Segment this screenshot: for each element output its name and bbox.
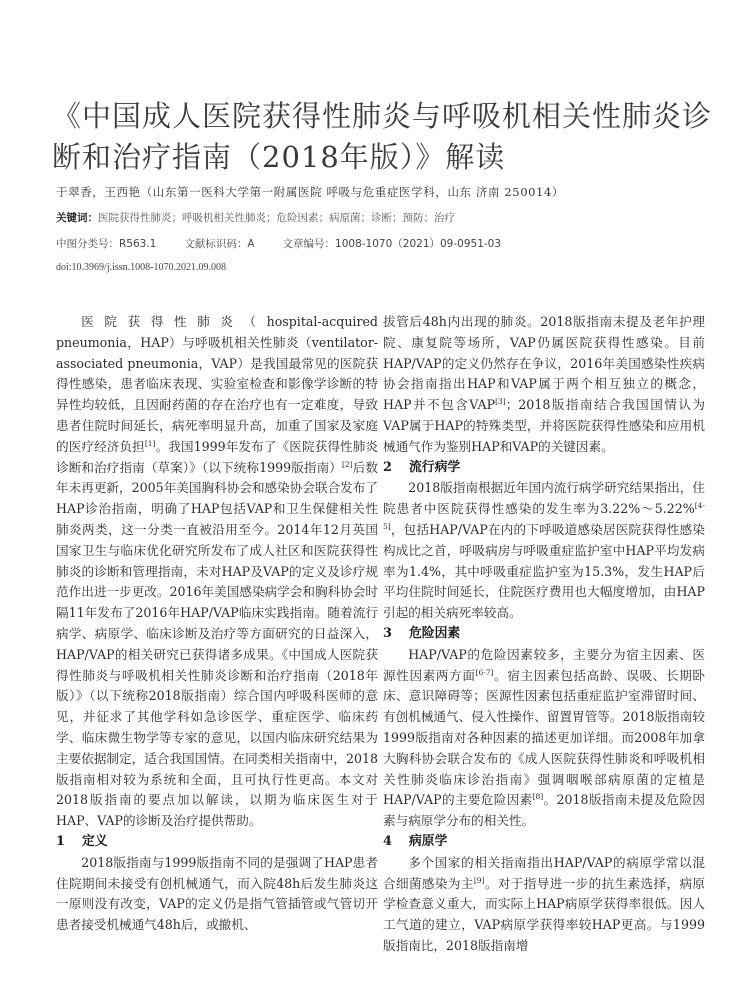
citation-ref[interactable]: [6-7] xyxy=(475,667,494,677)
section-heading xyxy=(56,832,378,853)
section-heading xyxy=(383,458,705,479)
section-number: 4 xyxy=(383,833,392,849)
section-number: 3 xyxy=(383,625,392,641)
section-text: 。宿主因素包括高龄、误吸、长期卧床、意识障碍等；医源性因素包括重症监护室滞留时间、有创机械通气、侵入性操作、留置胃管等。2018版指南较1999版指南对各种因素的描述更加详细。而2008年加拿大胸科协会联合发布的《成人医院获得性肺炎和呼吸机相关性肺炎临床诊治指南》强调咽喉部病原菌的定植是HAP/VAP的主要危险因素 xyxy=(383,667,706,808)
article-id: 文章编号：1008-1070（2021）09-0951-03 xyxy=(282,238,502,250)
clc-number: 中图分类号：R563.1 xyxy=(56,238,157,250)
section-text: HAP/VAP的危险因素较多，主要分为宿主因素、医源性因素两方面 xyxy=(383,646,705,683)
citation-ref[interactable]: [1] xyxy=(144,438,156,448)
intro-paragraph xyxy=(56,312,378,832)
citation-ref[interactable]: [8] xyxy=(532,792,544,802)
intro-text: 。我国1999年发布了《医院获得性肺炎诊断和治疗指南（草案）》（以下统称1999版指南） xyxy=(56,438,378,475)
citation-ref[interactable]: [4-5] xyxy=(383,501,705,531)
citation-ref[interactable]: [2] xyxy=(342,459,353,469)
classification-line xyxy=(56,236,529,251)
section-paragraph xyxy=(56,853,378,936)
document-code: 文献标识码：A xyxy=(184,238,255,250)
citation-ref[interactable]: [9] xyxy=(473,875,485,885)
section-paragraph-continued xyxy=(383,312,705,458)
section-title: 流行病学 xyxy=(409,459,461,475)
left-column xyxy=(56,312,378,936)
section-text: ；2018版指南结合我国国情认为VAP属于HAP的特殊类型，并将医院获得性感染和应用机械通气作为鉴别HAP和VAP的关键因素。 xyxy=(383,397,706,454)
section-text: 。对于指导进一步的抗生素选择，病原学检查意义重大，而实际上HAP病原学获得率很低。因人工气道的建立，VAP病原学获得率较HAP更高。与1999版指南比，2018版指南增 xyxy=(383,875,706,953)
citation-ref[interactable]: [3] xyxy=(495,397,506,407)
author-affiliation: 于翠香，王西艳（山东第一医科大学第一附属医院 呼吸与危重症医学科，山东 济南 250014） xyxy=(56,185,564,199)
keywords-label: 关键词： xyxy=(56,212,98,224)
section-text: 2018版指南与1999版指南不同的是强调了HAP患者住院期间未接受有创机械通气，而入院48h后发生肺炎这一原则没有改变，VAP的定义仍是指气管插管或气管切开患者接受机械通气48h后，或撤机、 xyxy=(56,854,378,933)
section-number: 1 xyxy=(56,833,65,849)
section-title: 危险因素 xyxy=(409,625,461,641)
keywords-line xyxy=(56,210,455,225)
article-title: 《中国成人医院获得性肺炎与呼吸机相关性肺炎诊断和治疗指南（2018年版）》解读 xyxy=(52,99,713,174)
section-text: ，包括HAP/VAP在内的下呼吸道感染居医院获得性感染构成比之首，呼吸病房与呼吸重症监护室中HAP平均发病率为1.4%，其中呼吸重症监护室为15.3%，发生HAP后平均住院时间延长，住院医疗费用也大幅度增加，由HAP引起的相关病死率较高。 xyxy=(383,521,705,621)
section-text: 多个国家的相关指南指出HAP/VAP的病原学常以混合细菌感染为主 xyxy=(383,854,705,891)
section-text: 拔管后48h内出现的肺炎。2018版指南未提及老年护理院、康复院等场所，VAP仍属医院获得性感染。目前HAP/VAP的定义仍然存在争议，2016年美国感染性疾病协会指南指出HAP和VAP属于两个相互独立的概念，HAP并不包含VAP xyxy=(383,314,705,413)
doi[interactable]: doi:10.3969/j.issn.1008-1070.2021.09.008 xyxy=(56,262,227,273)
intro-text: 医院获得性肺炎（hospital-acquired pneumonia，HAP）与呼吸机相关性肺炎（ventilator-associated pneumonia，VAP）是我国最常见的医院获得性感染，患者临床表现、实验室检查和影像学诊断的特异性均较低，且因耐药菌的存在治疗也有一定难度，导致患者住院时间延长，病死率明显升高，加重了国家及家庭的医疗经济负担 xyxy=(56,314,378,454)
intro-text: 后数年未再更新，2005年美国胸科协会和感染协会联合发布了HAP诊治指南，明确了HAP包括VAP和卫生保健相关性肺炎两类，这一分类一直被沿用至今。2014年12月英国国家卫生与临床优化研究所发布了成人社区和医院获得性肺炎的诊断和管理指南，未对HAP及VAP的定义及诊疗规范作出进一步更改。2016年美国感染病学会和胸科协会时隔11年发布了2016年HAP/VAP临床实践指南。随着流行病学、病原学、临床诊断及治疗等方面研究的日益深入，HAP/VAP的相关研究已获得诸多成果。《中国成人医院获得性肺炎与呼吸机相关性肺炎诊断和治疗指南（2018年版）》（以下统称2018版指南）综合国内呼吸科医师的意见，并征求了其他学科如急诊医学、重症医学、临床药学、临床微生物学等专家的意见，以国内临床研究结果为主要依据制定，适合我国国情。在同类相关指南中，2018版指南相对较为系统和全面，且可执行性更高。本文对2018版指南的要点加以解读，以期为临床医生对于HAP、VAP的诊断及治疗提供帮助。 xyxy=(56,459,379,829)
section-number: 2 xyxy=(383,459,392,475)
section-paragraph xyxy=(383,478,705,624)
section-title: 病原学 xyxy=(409,833,448,849)
section-text: 2018版指南根据近年国内流行病学研究结果指出，住院患者中医院获得性感染的发生率为3.22%～5.22% xyxy=(383,480,705,517)
section-heading xyxy=(383,624,705,645)
right-column xyxy=(383,312,705,957)
section-paragraph xyxy=(383,853,705,957)
section-paragraph xyxy=(383,645,705,832)
section-heading xyxy=(383,832,705,853)
section-text: 。2018版指南未提及危险因素与病原学分布的相关性。 xyxy=(383,792,705,829)
section-title: 定义 xyxy=(82,833,108,849)
keywords-list: 医院获得性肺炎；呼吸机相关性肺炎；危险因素；病原菌；诊断；预防；治疗 xyxy=(98,212,455,224)
